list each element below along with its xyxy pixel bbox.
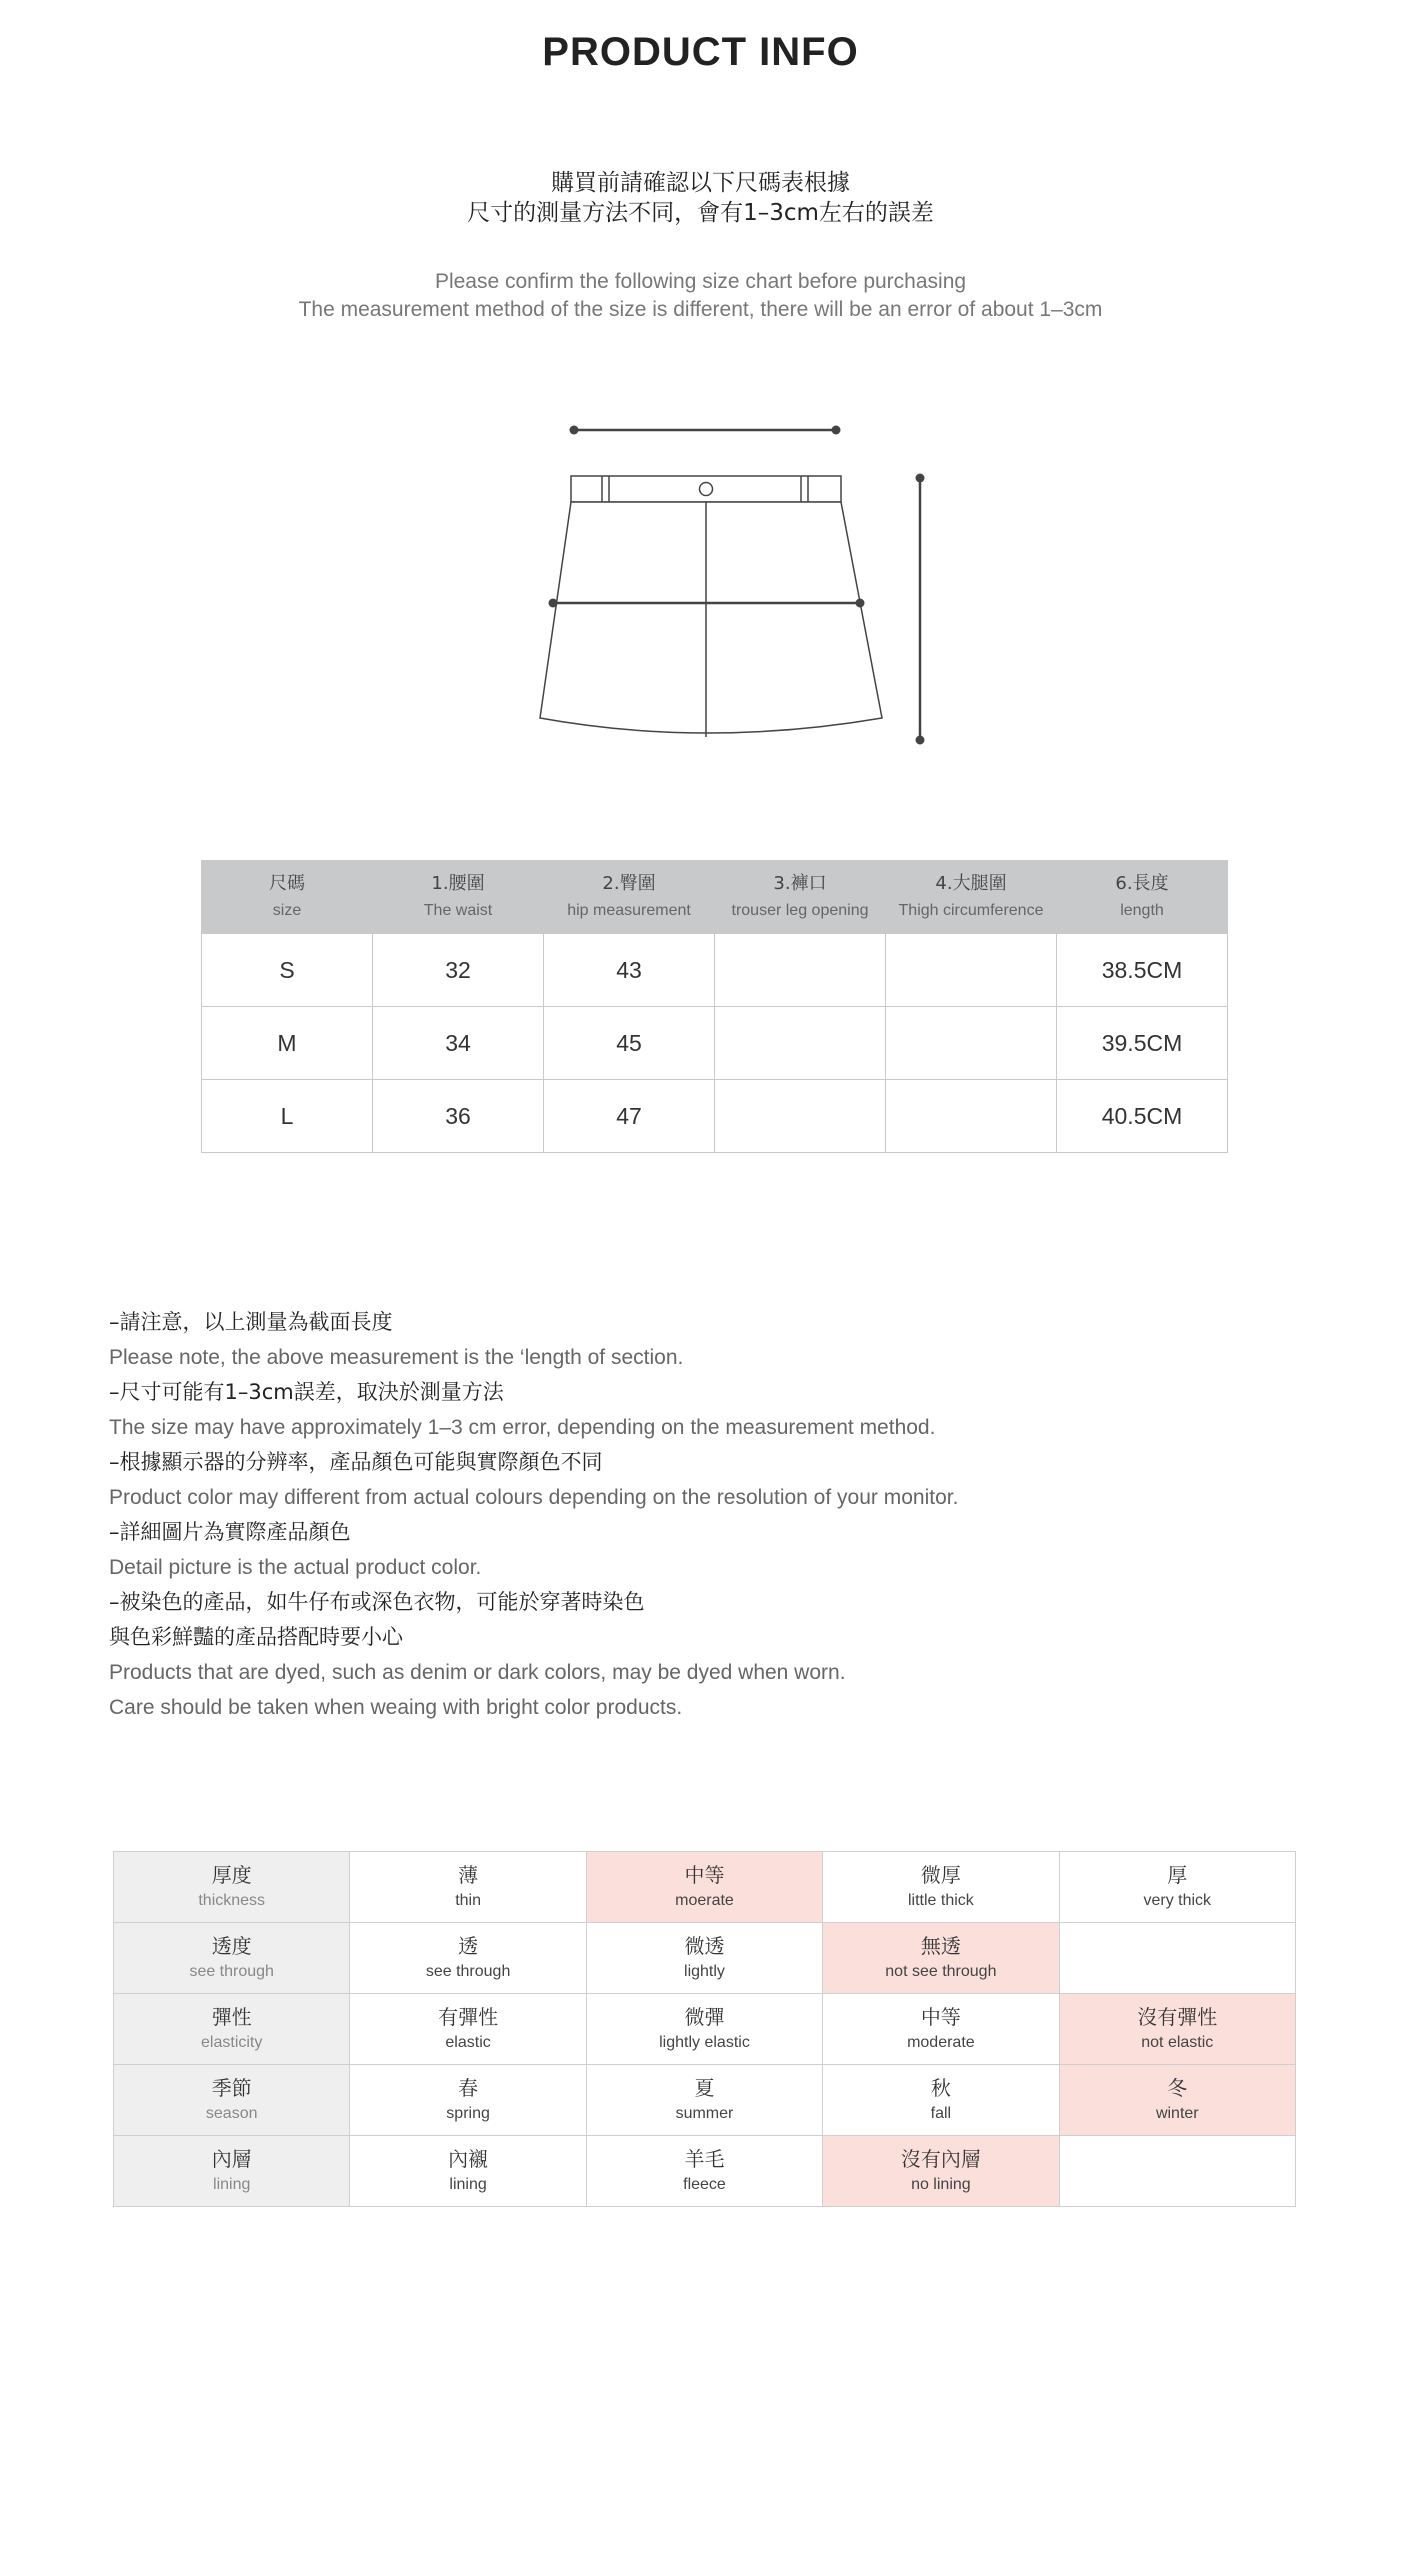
size-chart-table <box>201 860 1228 1153</box>
note-line: Product color may different from actual colours depending on the resolution of your monitor. <box>109 1486 959 1509</box>
property-option <box>823 1852 1059 1923</box>
cell-zh: 厚 <box>1167 1863 1188 1887</box>
cell-en: season <box>205 2105 258 2122</box>
property-option <box>350 2136 586 2207</box>
cell-en: not see through <box>885 1963 997 1980</box>
cell-en: lining <box>213 2176 251 2193</box>
cell-zh: 季節 <box>211 2076 252 2100</box>
waist-cell: 32 <box>373 934 544 1007</box>
size-table-header-cell <box>202 861 373 934</box>
header-en: hip measurement <box>567 902 691 919</box>
property-option <box>823 1994 1059 2065</box>
table-row <box>202 1007 1228 1080</box>
intro-zh-line-2: 尺寸的測量方法不同，會有1–3cm左右的誤差 <box>467 200 934 226</box>
property-option <box>1059 1852 1295 1923</box>
property-option <box>350 1923 586 1994</box>
property-option <box>586 2136 822 2207</box>
table-row <box>114 2136 1296 2207</box>
cell-zh: 中等 <box>920 2005 961 2029</box>
size-table-header-row <box>202 861 1228 934</box>
cell-zh: 春 <box>458 2076 479 2100</box>
cell-en: lightly elastic <box>659 2034 750 2051</box>
cell-zh: 羊毛 <box>684 2147 725 2171</box>
cell-zh: 彈性 <box>211 2005 252 2029</box>
thigh-cell <box>886 1007 1057 1080</box>
property-option <box>823 2065 1059 2136</box>
cell-zh: 透度 <box>211 1934 252 1958</box>
table-row <box>114 2065 1296 2136</box>
cell-en: very thick <box>1143 1892 1212 1909</box>
skirt-body <box>540 502 882 733</box>
header-en: Thigh circumference <box>898 902 1044 919</box>
cell-zh: 微厚 <box>920 1863 961 1887</box>
table-row <box>114 1852 1296 1923</box>
page-title: PRODUCT INFO <box>542 30 859 74</box>
property-option <box>586 1994 822 2065</box>
cell-en: lining <box>449 2176 487 2193</box>
cell-en: not elastic <box>1141 2034 1214 2051</box>
cell-zh: 內襯 <box>448 2147 489 2171</box>
note-line: –請注意，以上測量為截面長度 <box>109 1310 393 1334</box>
cell-en: fleece <box>683 2176 726 2193</box>
intro-english <box>0 268 1401 324</box>
property-option <box>350 1852 586 1923</box>
header-zh: 1.腰圍 <box>431 873 485 894</box>
note-line: Please note, the above measurement is the ‘length of section. <box>109 1346 684 1369</box>
property-option-empty <box>1059 1923 1295 1994</box>
cell-en: thickness <box>198 1892 266 1909</box>
cell-zh: 中等 <box>684 1863 725 1887</box>
property-option-selected <box>1059 1994 1295 2065</box>
cell-en: see through <box>189 1963 274 1980</box>
note-line: –詳細圖片為實際產品顏色 <box>109 1520 351 1544</box>
property-option <box>350 2065 586 2136</box>
cell-zh: 透 <box>458 1934 479 1958</box>
cell-zh: 冬 <box>1167 2076 1188 2100</box>
size-table-header-cell <box>373 861 544 934</box>
cell-zh: 微彈 <box>684 2005 725 2029</box>
cell-zh: 秋 <box>930 2076 951 2100</box>
waist-cell: 34 <box>373 1007 544 1080</box>
intro-chinese <box>0 168 1401 228</box>
table-row <box>202 1080 1228 1153</box>
cell-en: moerate <box>675 1892 734 1909</box>
hip-cell: 47 <box>544 1080 715 1153</box>
cell-en: winter <box>1155 2105 1199 2122</box>
property-option-selected <box>586 1852 822 1923</box>
property-head-lining <box>114 2136 350 2207</box>
property-head-thickness <box>114 1852 350 1923</box>
property-option <box>350 1994 586 2065</box>
property-option-selected <box>1059 2065 1295 2136</box>
property-head-season <box>114 2065 350 2136</box>
intro-en-line-1: Please confirm the following size chart before purchasing <box>434 270 967 293</box>
header-zh: 尺碼 <box>269 873 305 894</box>
care-notes <box>109 1305 1309 1725</box>
header-zh: 2.臀圍 <box>602 873 656 894</box>
property-option-empty <box>1059 2136 1295 2207</box>
cell-en: summer <box>675 2105 734 2122</box>
cell-en: see through <box>425 1963 511 1980</box>
cell-en: thin <box>455 1892 481 1909</box>
note-line: –被染色的產品，如牛仔布或深色衣物，可能於穿著時染色 <box>109 1590 645 1614</box>
note-line: Care should be taken when weaing with bright color products. <box>109 1696 683 1719</box>
size-cell: M <box>202 1007 373 1080</box>
cell-en: moderate <box>907 2034 975 2051</box>
note-line: –根據顯示器的分辨率，產品顏色可能與實際顏色不同 <box>109 1450 603 1474</box>
intro-en-line-2: The measurement method of the size is different, there will be an error of about 1–3cm <box>298 298 1103 321</box>
skirt-measurement-diagram <box>510 410 950 750</box>
table-row <box>114 1994 1296 2065</box>
size-table-header-cell <box>1057 861 1228 934</box>
length-cell: 38.5CM <box>1057 934 1228 1007</box>
cell-en: little thick <box>907 1892 974 1909</box>
cell-zh: 沒有內層 <box>900 2147 981 2171</box>
header-en: trouser leg opening <box>731 902 869 919</box>
note-line: The size may have approximately 1–3 cm error, depending on the measurement method. <box>109 1416 936 1439</box>
fabric-properties-table <box>113 1851 1296 2207</box>
cell-zh: 無透 <box>920 1934 961 1958</box>
header-zh: 6.長度 <box>1115 873 1169 894</box>
property-head-see-through <box>114 1923 350 1994</box>
leg-opening-cell <box>715 1007 886 1080</box>
size-table-header-cell <box>715 861 886 934</box>
header-en: size <box>272 902 302 919</box>
waistband-button <box>700 483 713 496</box>
intro-zh-line-1: 購買前請確認以下尺碼表根據 <box>551 170 850 196</box>
size-table-header-cell <box>886 861 1057 934</box>
leg-opening-cell <box>715 934 886 1007</box>
header-en: The waist <box>423 902 493 919</box>
cell-zh: 內層 <box>211 2147 252 2171</box>
note-line: Products that are dyed, such as denim or dark colors, may be dyed when worn. <box>109 1661 846 1684</box>
cell-en: elastic <box>445 2034 491 2051</box>
cell-en: spring <box>446 2105 490 2122</box>
thigh-cell <box>886 1080 1057 1153</box>
cell-zh: 厚度 <box>211 1863 252 1887</box>
cell-zh: 沒有彈性 <box>1137 2005 1218 2029</box>
waist-cell: 36 <box>373 1080 544 1153</box>
length-cell: 40.5CM <box>1057 1080 1228 1153</box>
cell-en: elasticity <box>201 2034 263 2051</box>
length-cell: 39.5CM <box>1057 1007 1228 1080</box>
property-head-elasticity <box>114 1994 350 2065</box>
cell-en: fall <box>930 2105 952 2122</box>
size-cell: S <box>202 934 373 1007</box>
header-zh: 4.大腿圍 <box>935 873 1007 894</box>
size-cell: L <box>202 1080 373 1153</box>
cell-en: lightly <box>684 1963 725 1980</box>
table-row <box>114 1923 1296 1994</box>
note-line: –尺寸可能有1–3cm誤差，取決於測量方法 <box>109 1380 504 1404</box>
table-row <box>202 934 1228 1007</box>
property-option <box>586 2065 822 2136</box>
size-table-header-cell <box>544 861 715 934</box>
note-line: 與色彩鮮豔的產品搭配時要小心 <box>109 1625 403 1649</box>
cell-en: no lining <box>911 2176 971 2193</box>
property-option-selected <box>823 2136 1059 2207</box>
property-option-selected <box>823 1923 1059 1994</box>
leg-opening-cell <box>715 1080 886 1153</box>
hip-cell: 45 <box>544 1007 715 1080</box>
note-line: Detail picture is the actual product color. <box>109 1556 482 1579</box>
thigh-cell <box>886 934 1057 1007</box>
cell-zh: 薄 <box>458 1863 479 1887</box>
cell-zh: 微透 <box>684 1934 725 1958</box>
cell-zh: 夏 <box>694 2076 715 2100</box>
cell-zh: 有彈性 <box>438 2005 499 2029</box>
property-option <box>586 1923 822 1994</box>
header-en: length <box>1120 902 1164 919</box>
header-zh: 3.褲口 <box>773 873 827 894</box>
hip-cell: 43 <box>544 934 715 1007</box>
